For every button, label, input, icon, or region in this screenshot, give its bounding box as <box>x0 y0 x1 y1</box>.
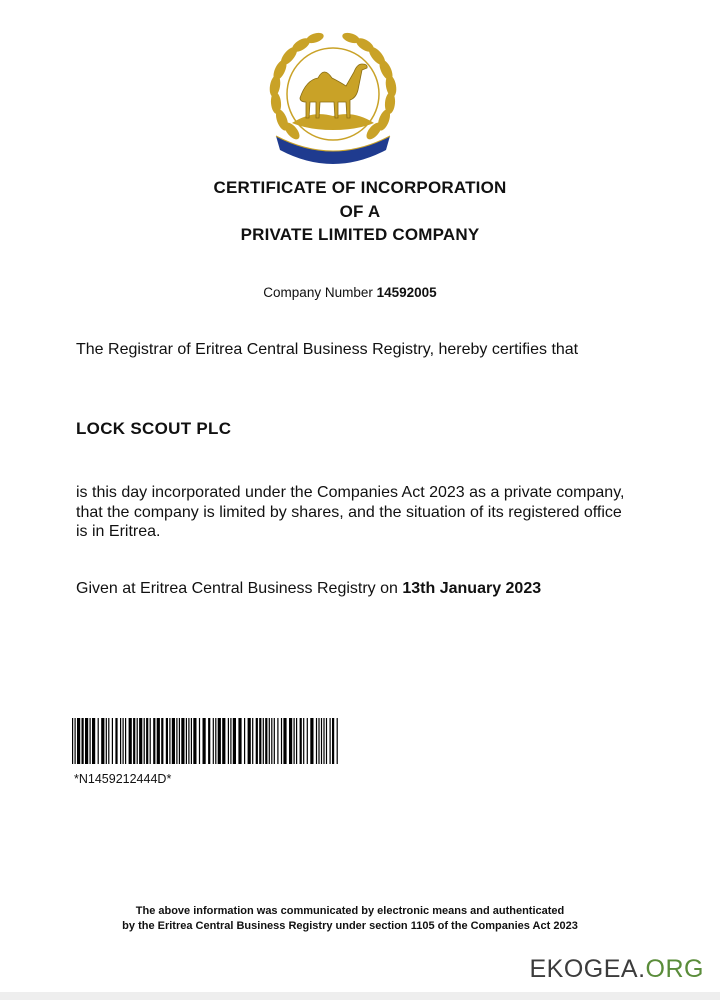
barcode-bar <box>123 718 124 764</box>
title-line-1: CERTIFICATE OF INCORPORATION <box>213 178 507 197</box>
barcode-bar <box>271 718 272 764</box>
barcode-bar <box>137 718 138 764</box>
bottom-band <box>0 992 720 1000</box>
barcode-bar <box>218 718 221 764</box>
barcode-bar <box>337 718 338 764</box>
barcode-bar <box>101 718 104 764</box>
footer-line-2: by the Eritrea Central Business Registry under section 1105 of the Companies Act 2023 <box>122 919 578 932</box>
barcode-bar <box>150 718 151 764</box>
barcode-bar <box>252 718 253 764</box>
barcode-bar <box>283 718 286 764</box>
barcode-bar <box>321 718 322 764</box>
barcode-bar <box>191 718 192 764</box>
given-at-line <box>76 579 636 599</box>
barcode-bar <box>166 718 168 764</box>
barcode-bar <box>203 718 206 764</box>
barcode-bar <box>193 718 196 764</box>
barcode-bar <box>199 718 200 764</box>
barcode-bar <box>233 718 236 764</box>
certify-paragraph: The Registrar of Eritrea Central Business Registry, hereby certifies that <box>76 341 579 358</box>
incorporation-paragraph: is this day incorporated under the Companies Act 2023 as a private company, that the company is limited by shares, and the situation of its registered office is in Eritrea. <box>76 484 625 540</box>
barcode <box>72 718 338 764</box>
barcode-bar <box>303 718 304 764</box>
barcode-text: *N1459212444D* <box>74 772 172 786</box>
eritrea-emblem-icon <box>262 28 404 168</box>
title-line-3: PRIVATE LIMITED COMPANY <box>240 225 480 244</box>
barcode-bar <box>133 718 135 764</box>
barcode-bar <box>82 718 84 764</box>
footer-line-1: The above information was communicated by electronic means and authenticated <box>135 905 565 917</box>
barcode-bar <box>98 718 99 764</box>
barcode-bar <box>265 718 267 764</box>
barcode-bar <box>326 718 327 764</box>
barcode-bar <box>85 718 88 764</box>
barcode-bar <box>323 718 324 764</box>
barcode-bar <box>318 718 319 764</box>
barcode-bar <box>215 718 216 764</box>
barcode-bar <box>186 718 187 764</box>
barcode-bar <box>230 718 231 764</box>
barcode-bar <box>310 718 313 764</box>
watermark-part-1: EKOGEA. <box>529 955 646 983</box>
barcode-bar <box>75 718 76 764</box>
barcode-bar <box>274 718 275 764</box>
barcode-bar <box>296 718 297 764</box>
certificate-title <box>0 176 720 247</box>
barcode-bar <box>222 718 225 764</box>
barcode-bar <box>106 718 107 764</box>
barcode-bar <box>129 718 132 764</box>
given-date: 13th January 2023 <box>402 580 542 597</box>
barcode-bar <box>248 718 251 764</box>
barcode-bar <box>172 718 175 764</box>
barcode-bar <box>213 718 214 764</box>
barcode-bar <box>188 718 189 764</box>
barcode-bar <box>120 718 121 764</box>
barcode-bar <box>208 718 210 764</box>
barcode-bar <box>169 718 170 764</box>
barcode-bar <box>277 718 278 764</box>
barcode-bar <box>90 718 91 764</box>
barcode-bar <box>307 718 308 764</box>
barcode-bar <box>157 718 160 764</box>
barcode-bar <box>139 718 142 764</box>
company-number-value: 14592005 <box>376 285 437 300</box>
barcode-bar <box>176 718 177 764</box>
barcode-bar <box>115 718 117 764</box>
barcode-bar <box>289 718 292 764</box>
barcode-bar <box>92 718 95 764</box>
barcode-bar <box>316 718 317 764</box>
company-name: LOCK SCOUT PLC <box>76 419 232 438</box>
barcode-bar <box>256 718 258 764</box>
title-line-2: OF A <box>339 201 381 221</box>
barcode-bar <box>153 718 155 764</box>
barcode-bar <box>72 718 73 764</box>
barcode-bar <box>125 718 126 764</box>
barcode-bar <box>144 718 145 764</box>
barcode-bar <box>179 718 180 764</box>
company-number-line <box>0 285 700 300</box>
barcode-bar <box>228 718 229 764</box>
barcode-bar <box>146 718 148 764</box>
barcode-bar <box>269 718 270 764</box>
watermark-logo <box>530 955 705 984</box>
company-number-label: Company Number <box>263 285 373 300</box>
barcode-bar <box>294 718 295 764</box>
barcode-bar <box>332 718 334 764</box>
barcode-bar <box>238 718 241 764</box>
footer-note <box>0 904 700 933</box>
barcode-bar <box>263 718 264 764</box>
barcode-bar <box>281 718 282 764</box>
barcode-bar <box>77 718 80 764</box>
barcode-bar <box>108 718 109 764</box>
given-at-text: Given at Eritrea Central Business Registry on <box>76 580 398 597</box>
barcode-bar <box>300 718 302 764</box>
barcode-bar <box>259 718 261 764</box>
barcode-bar <box>161 718 163 764</box>
barcode-bar <box>244 718 245 764</box>
barcode-bar <box>181 718 184 764</box>
barcode-bar <box>330 718 331 764</box>
watermark-part-2: ORG <box>645 955 704 983</box>
barcode-bar <box>112 718 113 764</box>
